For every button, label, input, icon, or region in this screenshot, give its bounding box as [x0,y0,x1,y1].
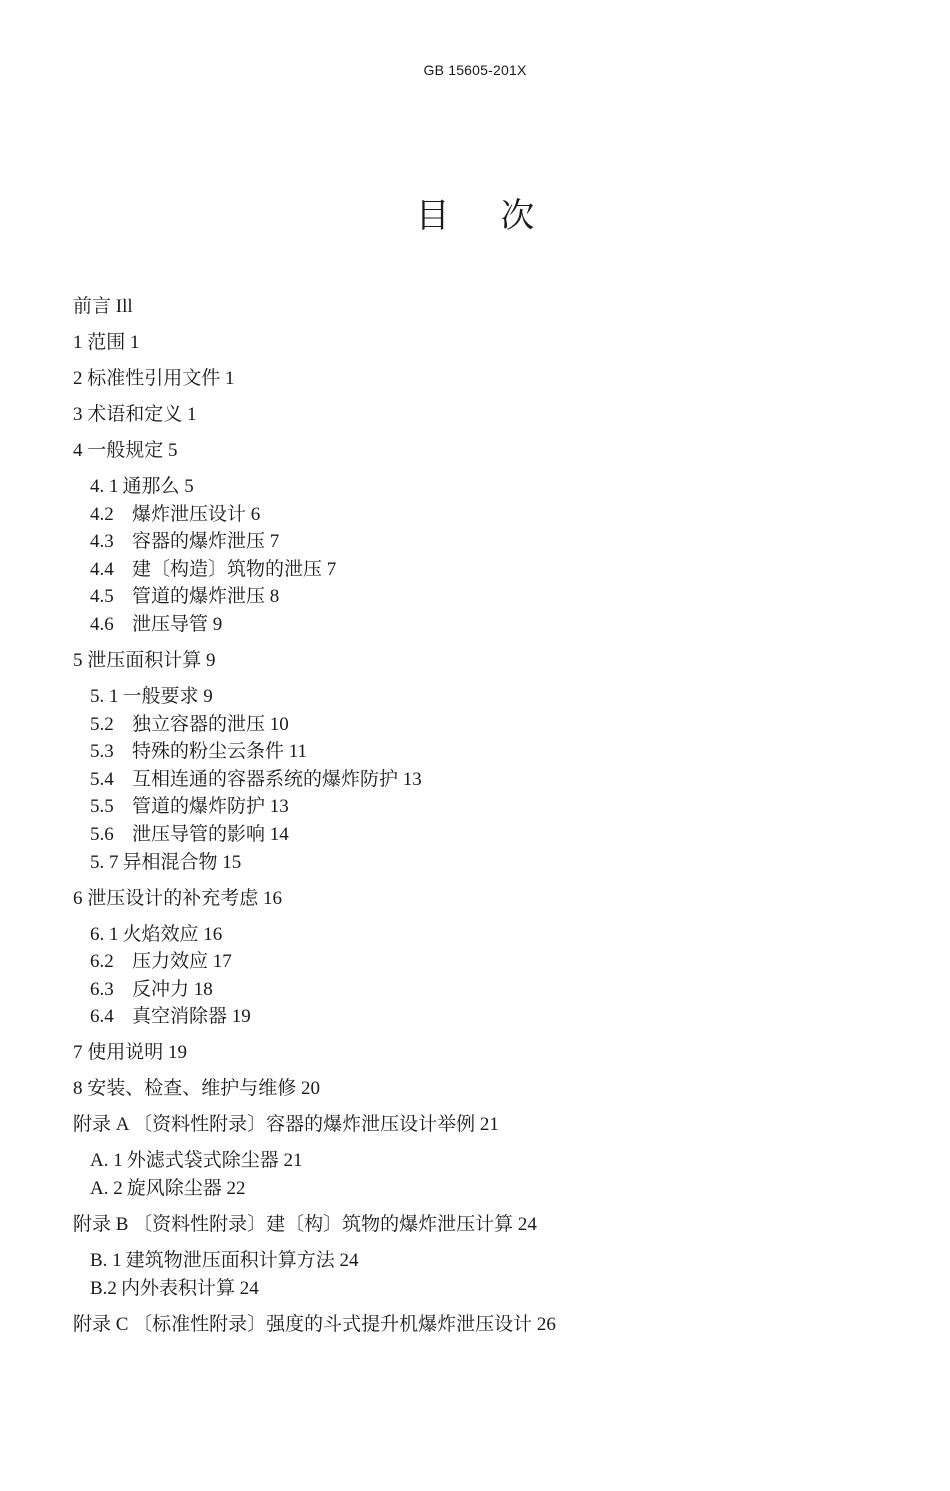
toc-entry-text: 5 泄压面积计算 9 [73,649,216,671]
toc-section-number: 5.2 [90,713,114,735]
toc-entry-text: 反冲力 18 [132,978,213,1000]
toc-section-number: B. 1 [90,1249,122,1271]
toc-entry-text: 2 标准性引用文件 1 [73,368,235,389]
toc-subentry[interactable] [73,769,893,791]
toc-entry-text: 7 使用说明 19 [73,1042,188,1064]
toc-section-number: 5. 1 [90,685,119,707]
table-of-contents [73,296,893,1336]
toc-subentry[interactable] [73,714,893,736]
toc-subentry[interactable] [73,614,893,636]
toc-entry-text: 附录 C 〔标准性附录〕强度的斗式提升机爆炸泄压设计 26 [73,1313,556,1335]
toc-section-number: 4.5 [90,586,114,608]
toc-section-number: 6.3 [90,978,114,1000]
toc-entry[interactable] [73,1214,893,1236]
toc-section-number: 6.2 [90,951,114,973]
toc-section-number: 5.4 [90,768,114,790]
toc-entry[interactable] [73,332,893,354]
toc-entry-text: 通那么 5 [122,476,194,497]
toc-entry[interactable] [73,1314,893,1336]
toc-entry-text: 火焰效应 16 [122,923,223,945]
toc-subentry[interactable] [73,796,893,818]
toc-section-number: 4. 1 [90,476,119,497]
toc-entry-text: 附录 A 〔资料性附录〕容器的爆炸泄压设计举例 21 [73,1114,499,1136]
toc-section-number: B.2 [90,1277,117,1299]
toc-entry-text: 泄压导管的影响 14 [132,823,289,845]
toc-entry-text: 4 一般规定 5 [73,440,178,461]
toc-subentry[interactable] [73,1278,893,1300]
toc-subentry[interactable] [73,924,893,946]
toc-entry-text: 真空消除器 19 [132,1006,251,1028]
toc-entry-text: 容器的爆炸泄压 7 [132,531,280,553]
toc-entry-text: 8 安装、检查、维护与维修 20 [73,1078,321,1100]
toc-entry-text: 前言 Ill [73,296,133,317]
toc-subentry[interactable] [73,686,893,708]
toc-subentry[interactable] [73,741,893,763]
toc-section-number: 5.3 [90,741,114,763]
toc-entry[interactable] [73,1114,893,1136]
toc-entry[interactable] [73,1042,893,1064]
toc-entry[interactable] [73,888,893,910]
toc-section-number: 4.3 [90,531,114,553]
toc-entry-text: 异相混合物 15 [122,851,242,873]
toc-subentry[interactable] [73,852,893,874]
toc-entry[interactable] [73,368,893,390]
toc-subentry[interactable] [73,979,893,1001]
toc-section-number: 5.6 [90,823,114,845]
toc-section-number: 4.2 [90,503,114,525]
toc-entry-text: 管道的爆炸防护 13 [132,796,289,818]
toc-entry-text: 建〔构造〕筑物的泄压 7 [132,558,337,580]
toc-subentry[interactable] [73,531,893,553]
toc-entry[interactable] [73,404,893,426]
toc-entry-text: 特殊的粉尘云条件 11 [132,741,308,763]
toc-entry-text: 旋风除尘器 22 [126,1177,246,1199]
page-title: 目 次 [415,196,555,236]
toc-entry-text: 管道的爆炸泄压 8 [132,586,280,608]
toc-subentry[interactable] [73,1006,893,1028]
toc-entry-text: 爆炸泄压设计 6 [132,503,261,525]
toc-entry-text: 外滤式袋式除尘器 21 [126,1150,303,1172]
toc-entry-text: 3 术语和定义 1 [73,404,197,425]
toc-subentry[interactable] [73,1250,893,1272]
toc-entry-text: 一般要求 9 [122,685,213,707]
toc-subentry[interactable] [73,559,893,581]
document-header: GB 15605-201X [423,62,527,78]
toc-entry[interactable] [73,650,893,672]
toc-section-number: 5. 7 [90,851,119,873]
toc-entry-text: 压力效应 17 [132,951,232,973]
toc-subentry[interactable] [73,824,893,846]
toc-section-number: 6. 1 [90,923,119,945]
toc-entry-text: 独立容器的泄压 10 [132,713,289,735]
toc-section-number: A. 1 [90,1150,123,1172]
toc-entry-text: 附录 B 〔资料性附录〕建〔构〕筑物的爆炸泄压计算 24 [73,1213,537,1235]
toc-section-number: 4.6 [90,613,114,635]
toc-section-number: 6.4 [90,1006,114,1028]
toc-entry-text: 建筑物泄压面积计算方法 24 [125,1249,359,1271]
toc-entry-text: 泄压导管 9 [132,613,223,635]
toc-section-number: A. 2 [90,1177,123,1199]
toc-subentry[interactable] [73,951,893,973]
toc-entry-text: 1 范围 1 [73,332,140,353]
toc-subentry[interactable] [73,1178,893,1200]
toc-subentry[interactable] [73,1150,893,1172]
toc-entry-text: 6 泄压设计的补充考虑 16 [73,887,283,909]
toc-entry-text: 互相连通的容器系统的爆炸防护 13 [132,768,422,790]
toc-entry[interactable] [73,440,893,462]
toc-entry[interactable] [73,1078,893,1100]
toc-subentry[interactable] [73,504,893,526]
toc-entry-text: 内外表积计算 24 [120,1277,259,1299]
toc-subentry[interactable] [73,476,893,498]
toc-section-number: 4.4 [90,558,114,580]
toc-section-number: 5.5 [90,796,114,818]
toc-subentry[interactable] [73,586,893,608]
toc-entry[interactable] [73,296,893,318]
